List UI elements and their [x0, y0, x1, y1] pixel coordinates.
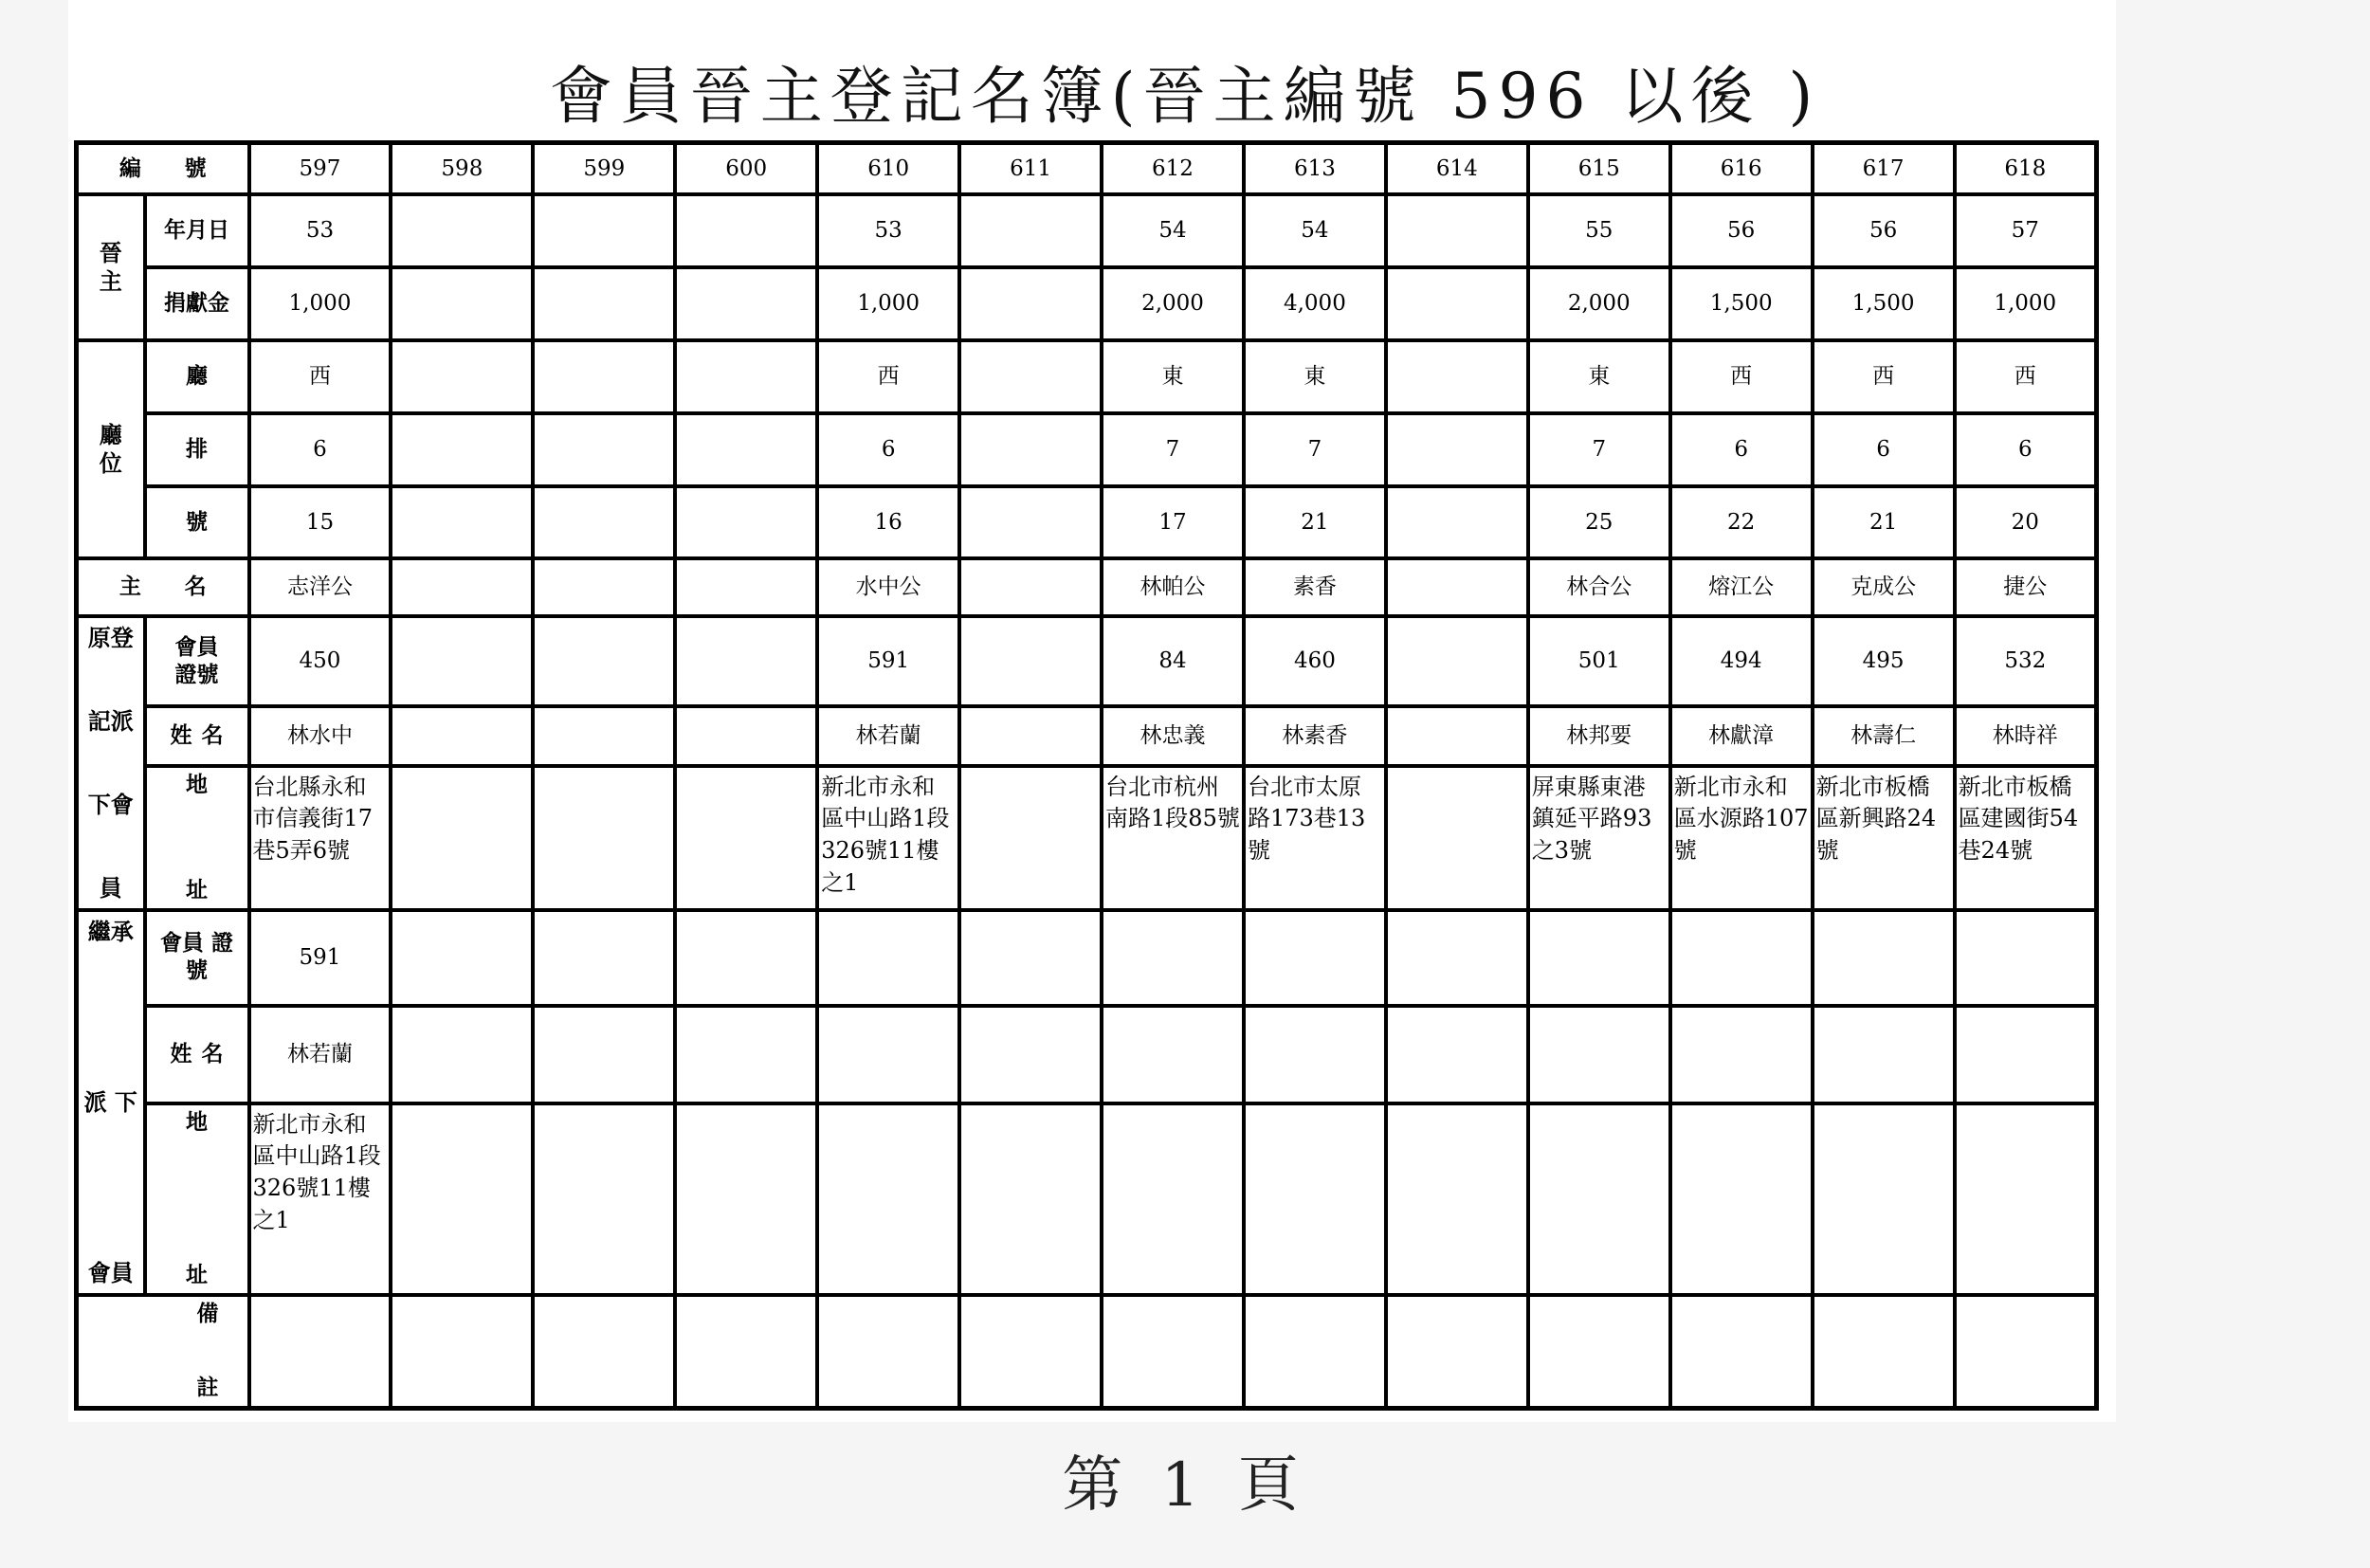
member-address-cell: [1386, 766, 1528, 910]
member-address-cell: 台北市太原路173巷13號: [1244, 766, 1386, 910]
hall-cell: 西: [249, 340, 392, 413]
heir-name-label-text: [147, 1041, 247, 1068]
remarks-cell: [1244, 1295, 1386, 1408]
master-name-cell: [1386, 558, 1528, 616]
remarks-label: [77, 1295, 249, 1408]
master-name-cell: [533, 558, 675, 616]
remarks-label-text-part: 註: [196, 1375, 219, 1401]
member-no-cell: [391, 616, 533, 706]
donation-cell: 1,000: [1955, 267, 2097, 340]
heir-address-cell: [533, 1103, 675, 1295]
number-label-text-part: 編: [118, 155, 141, 181]
remarks-label-text-part: 備: [196, 1301, 219, 1327]
heir-member-group-text-part: 繼承: [87, 917, 134, 945]
table-row: [77, 910, 2097, 1006]
date-cell: 57: [1955, 194, 2097, 267]
remarks-cell: [817, 1295, 959, 1408]
row-cell: 6: [817, 413, 959, 486]
seat-cell: 25: [1528, 486, 1670, 559]
hall-group-label: [77, 340, 145, 559]
heir-member-no-cell: [959, 910, 1102, 1006]
heir-name-cell: 林若蘭: [249, 1006, 392, 1103]
member-address-cell: 新北市板橋區新興路24號: [1813, 766, 1955, 910]
remarks-cell: [675, 1295, 817, 1408]
member-name-cell: 林時祥: [1955, 706, 2097, 766]
member-no-label: 會員 證號: [145, 616, 249, 706]
hall-group-text: [79, 342, 143, 557]
heir-member-no-cell: [817, 910, 959, 1006]
hall-cell: 西: [817, 340, 959, 413]
page-footer: 第 1 頁: [1062, 1450, 1308, 1521]
heir-name-cell: [1102, 1006, 1244, 1103]
name-label-text-part: 姓: [170, 722, 192, 749]
donation-cell: [675, 267, 817, 340]
member-name-cell: 林邦要: [1528, 706, 1670, 766]
heir-name-cell: [1670, 1006, 1813, 1103]
member-no-cell: 460: [1244, 616, 1386, 706]
donation-cell: [391, 267, 533, 340]
heir-address-cell: [1670, 1103, 1813, 1295]
jinzhu-group-text-part: 晉: [99, 238, 122, 266]
hall-cell: [391, 340, 533, 413]
master-name-cell: [959, 558, 1102, 616]
seat-cell: 20: [1955, 486, 2097, 559]
jinzhu-group-text: [79, 196, 143, 338]
page-title: 會員晉主登記名簿(晉主編號 596 以後 ): [549, 60, 1821, 133]
seat-cell: 22: [1670, 486, 1813, 559]
seat-cell: [675, 486, 817, 559]
seat-cell: [1386, 486, 1528, 559]
heir-address-cell: [817, 1103, 959, 1295]
registration-number-cell: 612: [1102, 143, 1244, 195]
date-cell: [675, 194, 817, 267]
member-no-cell: 501: [1528, 616, 1670, 706]
heir-name-cell: [1955, 1006, 2097, 1103]
hall-cell: 東: [1102, 340, 1244, 413]
member-name-cell: 林水中: [249, 706, 392, 766]
heir-address-cell: [1244, 1103, 1386, 1295]
seat-cell: [391, 486, 533, 559]
date-cell: 55: [1528, 194, 1670, 267]
member-no-cell: 495: [1813, 616, 1955, 706]
name-label: [145, 706, 249, 766]
member-no-cell: 532: [1955, 616, 2097, 706]
date-cell: [959, 194, 1102, 267]
member-address-cell: [533, 766, 675, 910]
heir-member-no-cell: [1244, 910, 1386, 1006]
master-name-cell: 熔江公: [1670, 558, 1813, 616]
original-member-group-text-part: 記派: [87, 706, 134, 735]
name-label-text: [147, 722, 247, 750]
remarks-cell: [1102, 1295, 1244, 1408]
heir-address-cell: [1528, 1103, 1670, 1295]
heir-member-no-cell: [1670, 910, 1813, 1006]
master-name-text: [79, 574, 247, 601]
heir-member-no-cell: [1813, 910, 1955, 1006]
member-name-cell: [959, 706, 1102, 766]
name-label-text-part: 名: [201, 722, 224, 749]
member-name-cell: 林壽仁: [1813, 706, 1955, 766]
heir-address-cell: [675, 1103, 817, 1295]
remarks-cell: [1955, 1295, 2097, 1408]
heir-member-group-text-part: 派 下: [83, 1087, 137, 1116]
heir-address-cell: [959, 1103, 1102, 1295]
heir-name-cell: [675, 1006, 817, 1103]
donation-cell: [533, 267, 675, 340]
row-cell: 7: [1102, 413, 1244, 486]
master-name-cell: 林帕公: [1102, 558, 1244, 616]
donation-cell: [1386, 267, 1528, 340]
member-address-cell: 新北市永和區水源路107號: [1670, 766, 1813, 910]
remarks-cell: [391, 1295, 533, 1408]
heir-name-cell: [1386, 1006, 1528, 1103]
hall-cell: 西: [1813, 340, 1955, 413]
date-cell: [391, 194, 533, 267]
remarks-cell: [1528, 1295, 1670, 1408]
heir-name-cell: [1244, 1006, 1386, 1103]
heir-member-no-label: 會員 證 號: [145, 910, 249, 1006]
donation-cell: 1,500: [1813, 267, 1955, 340]
member-name-cell: [391, 706, 533, 766]
address-label-text-part: 地: [186, 771, 208, 797]
row-cell: 6: [1813, 413, 1955, 486]
registration-number-cell: 616: [1670, 143, 1813, 195]
member-address-cell: [675, 766, 817, 910]
heir-member-no-cell: [391, 910, 533, 1006]
heir-address-cell: [1386, 1103, 1528, 1295]
master-name-cell: 克成公: [1813, 558, 1955, 616]
member-name-cell: 林忠義: [1102, 706, 1244, 766]
date-cell: [1386, 194, 1528, 267]
member-address-cell: 屏東縣東港鎮延平路93之3號: [1528, 766, 1670, 910]
heir-name-cell: [1528, 1006, 1670, 1103]
registration-number-cell: 613: [1244, 143, 1386, 195]
member-address-cell: [959, 766, 1102, 910]
donation-cell: 1,000: [249, 267, 392, 340]
seat-label: 號: [145, 486, 249, 559]
registration-number-cell: 615: [1528, 143, 1670, 195]
hall-group-text-part: 廳: [99, 421, 122, 449]
heir-address-label-text: [147, 1105, 247, 1293]
original-member-group-text-part: 員: [99, 873, 122, 902]
hall-cell: 西: [1670, 340, 1813, 413]
member-no-cell: 494: [1670, 616, 1813, 706]
remarks-cell: [959, 1295, 1102, 1408]
table-row: [77, 143, 2097, 195]
heir-address-label-text-part: 地: [186, 1108, 208, 1135]
hall-cell: 東: [1244, 340, 1386, 413]
row-cell: 6: [1670, 413, 1813, 486]
date-cell: 54: [1244, 194, 1386, 267]
heir-member-group-text-part: 會員: [87, 1259, 134, 1287]
original-member-group-text-part: 下會: [87, 790, 134, 818]
row-cell: 7: [1244, 413, 1386, 486]
heir-name-label-text-part: 名: [201, 1040, 224, 1067]
member-no-cell: 84: [1102, 616, 1244, 706]
member-no-cell: 450: [249, 616, 392, 706]
member-no-cell: [959, 616, 1102, 706]
date-cell: 53: [817, 194, 959, 267]
master-name-text-part: 主: [118, 574, 141, 600]
address-label-text-part: 址: [186, 876, 208, 903]
row-cell: 6: [1955, 413, 2097, 486]
heir-member-no-cell: [1102, 910, 1244, 1006]
table-row: [77, 766, 2097, 910]
heir-member-no-cell: [1955, 910, 2097, 1006]
date-label: 年月日: [145, 194, 249, 267]
donation-label: 捐獻金: [145, 267, 249, 340]
heir-name-cell: [533, 1006, 675, 1103]
number-label-text-part: 號: [184, 155, 207, 181]
address-label-text: [147, 768, 247, 908]
heir-address-cell: [1102, 1103, 1244, 1295]
member-no-cell: [1386, 616, 1528, 706]
table-row: [77, 706, 2097, 766]
table-row: [77, 1103, 2097, 1295]
row-cell: 6: [249, 413, 392, 486]
remarks-cell: [1386, 1295, 1528, 1408]
donation-cell: 4,000: [1244, 267, 1386, 340]
registry-table: [74, 140, 2099, 1411]
donation-cell: 1,000: [817, 267, 959, 340]
heir-address-cell: 新北市永和區中山路1段326號11樓之1: [249, 1103, 392, 1295]
remarks-cell: [249, 1295, 392, 1408]
row-label: 排: [145, 413, 249, 486]
row-cell: [1386, 413, 1528, 486]
heir-address-cell: [391, 1103, 533, 1295]
member-address-cell: 台北市杭州南路1段85號: [1102, 766, 1244, 910]
date-cell: 56: [1670, 194, 1813, 267]
table-row: [77, 616, 2097, 706]
registration-number-cell: 599: [533, 143, 675, 195]
hall-cell: 東: [1528, 340, 1670, 413]
heir-name-cell: [391, 1006, 533, 1103]
heir-member-no-cell: [1386, 910, 1528, 1006]
heir-name-label-text-part: 姓: [170, 1040, 192, 1067]
registration-number-cell: 610: [817, 143, 959, 195]
heir-name-label: [145, 1006, 249, 1103]
member-name-cell: [533, 706, 675, 766]
heir-name-cell: [1813, 1006, 1955, 1103]
row-cell: [391, 413, 533, 486]
donation-cell: 2,000: [1528, 267, 1670, 340]
table-row: [77, 267, 2097, 340]
seat-cell: 21: [1813, 486, 1955, 559]
heir-member-no-cell: 591: [249, 910, 392, 1006]
table-row: [77, 413, 2097, 486]
member-no-cell: 591: [817, 616, 959, 706]
donation-cell: [959, 267, 1102, 340]
master-name-cell: [675, 558, 817, 616]
master-name-cell: 捷公: [1955, 558, 2097, 616]
table-row: [77, 558, 2097, 616]
number-label: [77, 143, 249, 195]
hall-group-text-part: 位: [99, 449, 122, 478]
heir-member-group-label: [77, 910, 145, 1296]
remarks-label-text: [79, 1297, 247, 1406]
registration-number-cell: 611: [959, 143, 1102, 195]
member-address-cell: 台北縣永和市信義街17巷5弄6號: [249, 766, 392, 910]
member-address-cell: 新北市永和區中山路1段326號11樓之1: [817, 766, 959, 910]
donation-cell: 2,000: [1102, 267, 1244, 340]
registration-number-cell: 597: [249, 143, 392, 195]
seat-cell: 21: [1244, 486, 1386, 559]
member-name-cell: 林素香: [1244, 706, 1386, 766]
member-name-cell: [675, 706, 817, 766]
hall-label: 廳: [145, 340, 249, 413]
heir-address-cell: [1955, 1103, 2097, 1295]
heir-name-cell: [817, 1006, 959, 1103]
date-cell: 56: [1813, 194, 1955, 267]
address-label: [145, 766, 249, 910]
row-cell: [675, 413, 817, 486]
table-row: [77, 486, 2097, 559]
hall-cell: [533, 340, 675, 413]
master-name-cell: 素香: [1244, 558, 1386, 616]
remarks-cell: [533, 1295, 675, 1408]
master-name-text-part: 名: [184, 574, 207, 600]
original-member-group-label: [77, 616, 145, 909]
table-row: [77, 1295, 2097, 1408]
row-cell: 7: [1528, 413, 1670, 486]
member-name-cell: 林獻漳: [1670, 706, 1813, 766]
master-name-cell: [391, 558, 533, 616]
hall-cell: 西: [1955, 340, 2097, 413]
heir-address-cell: [1813, 1103, 1955, 1295]
seat-cell: [533, 486, 675, 559]
remarks-cell: [1670, 1295, 1813, 1408]
member-address-cell: 新北市板橋區建國街54巷24號: [1955, 766, 2097, 910]
member-no-cell: [675, 616, 817, 706]
jinzhu-group-label: [77, 194, 145, 340]
member-address-cell: [391, 766, 533, 910]
hall-cell: [675, 340, 817, 413]
member-no-cell: [533, 616, 675, 706]
heir-member-no-cell: [1528, 910, 1670, 1006]
master-name-cell: 水中公: [817, 558, 959, 616]
date-cell: [533, 194, 675, 267]
table-row: [77, 340, 2097, 413]
date-cell: 53: [249, 194, 392, 267]
hall-cell: [1386, 340, 1528, 413]
seat-cell: 16: [817, 486, 959, 559]
master-name-cell: 林合公: [1528, 558, 1670, 616]
original-member-group-text: [79, 618, 143, 907]
number-label-text: [79, 155, 247, 183]
seat-cell: 15: [249, 486, 392, 559]
donation-cell: 1,500: [1670, 267, 1813, 340]
heir-member-no-cell: [533, 910, 675, 1006]
original-member-group-text-part: 原登: [87, 624, 134, 652]
heir-name-cell: [959, 1006, 1102, 1103]
member-name-cell: [1386, 706, 1528, 766]
registration-number-cell: 614: [1386, 143, 1528, 195]
registration-number-cell: 618: [1955, 143, 2097, 195]
remarks-cell: [1813, 1295, 1955, 1408]
seat-cell: 17: [1102, 486, 1244, 559]
master-name-label: [77, 558, 249, 616]
table-row: [77, 1006, 2097, 1103]
heir-address-label-text-part: 址: [186, 1262, 208, 1288]
jinzhu-group-text-part: 主: [99, 266, 122, 295]
hall-cell: [959, 340, 1102, 413]
registration-number-cell: 598: [391, 143, 533, 195]
row-cell: [959, 413, 1102, 486]
row-cell: [533, 413, 675, 486]
heir-member-group-text: [79, 912, 143, 1294]
member-name-cell: 林若蘭: [817, 706, 959, 766]
seat-cell: [959, 486, 1102, 559]
table-row: [77, 194, 2097, 267]
master-name-cell: 志洋公: [249, 558, 392, 616]
registration-number-cell: 617: [1813, 143, 1955, 195]
heir-address-label: [145, 1103, 249, 1295]
registration-number-cell: 600: [675, 143, 817, 195]
date-cell: 54: [1102, 194, 1244, 267]
heir-member-no-cell: [675, 910, 817, 1006]
